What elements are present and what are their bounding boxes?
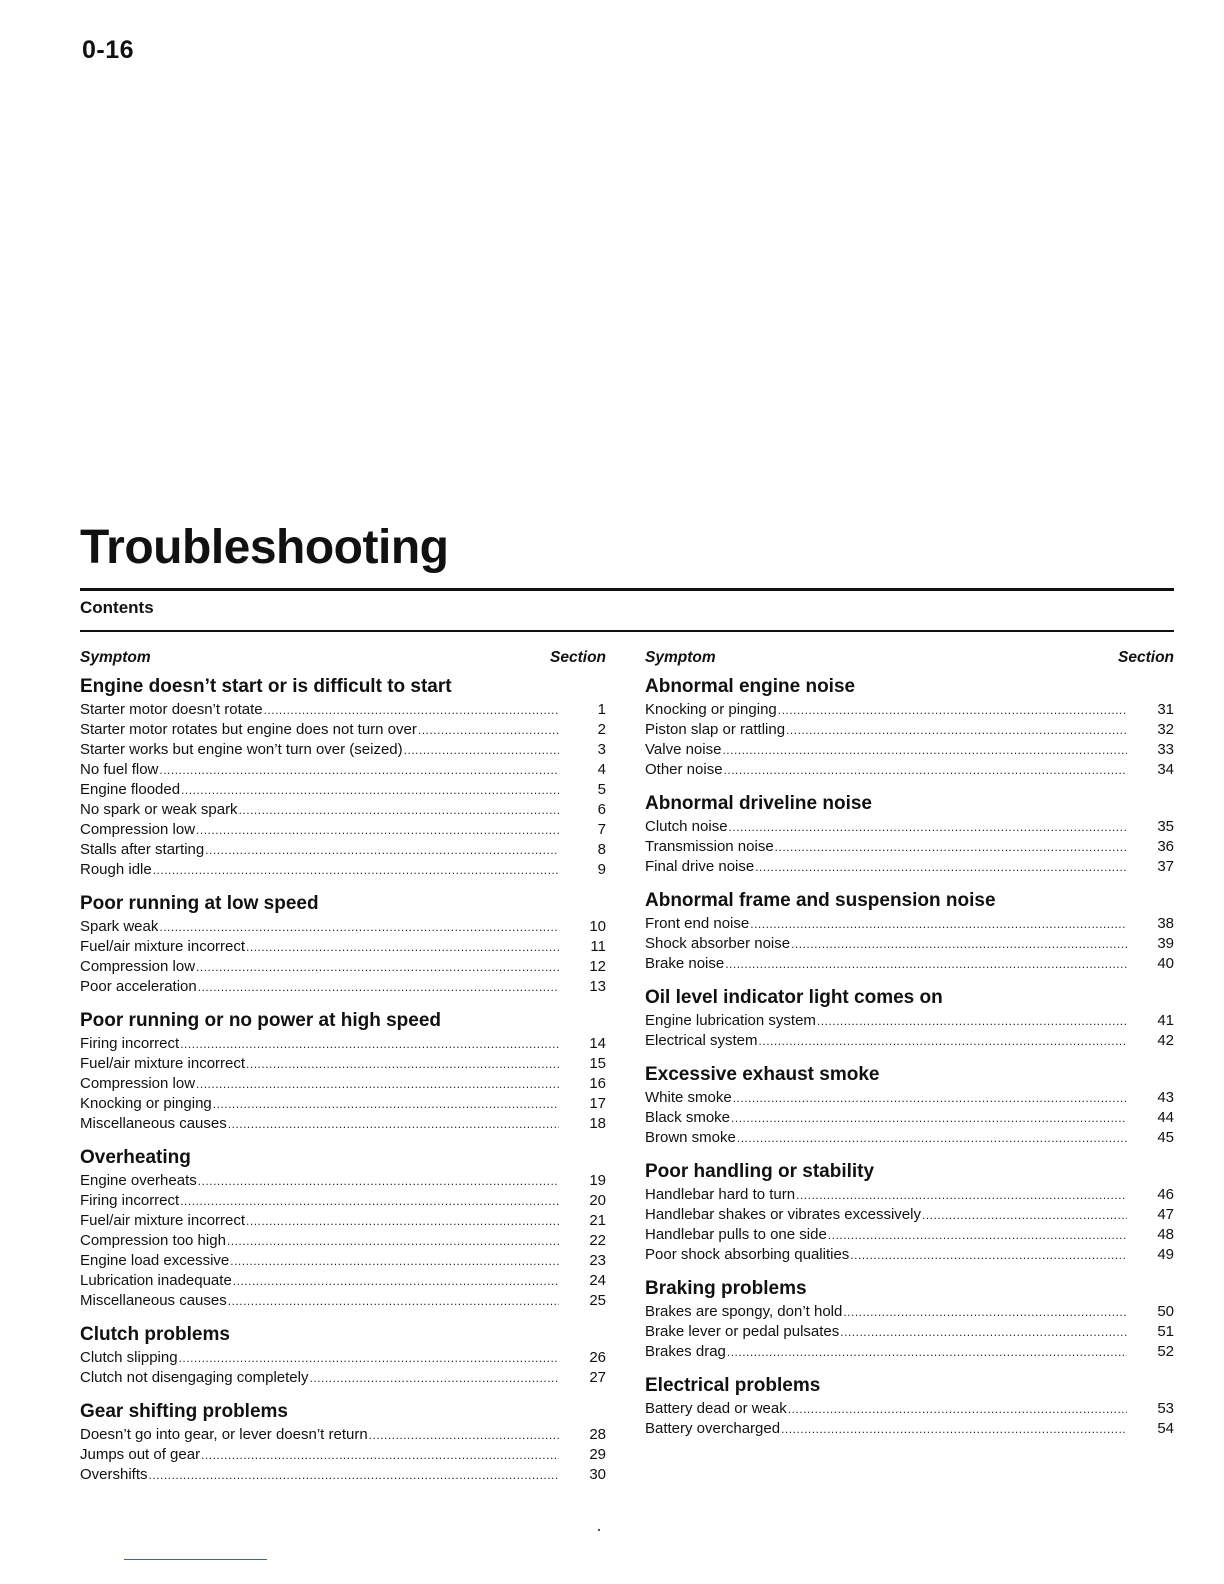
entry-label: Stalls after starting [80,841,205,858]
title-rule [80,588,1174,591]
dot-leader [786,720,1127,740]
dot-leader [196,820,559,840]
contents-entry[interactable] [645,740,1174,760]
entry-section-number: 30 [589,1466,606,1483]
entry-label: Fuel/air mixture incorrect [80,1055,246,1072]
dot-leader [201,1445,559,1465]
contents-entry[interactable] [645,760,1174,780]
entry-label: Doesn’t go into gear, or lever doesn’t return [80,1426,368,1443]
contents-entry[interactable] [80,937,606,957]
dot-leader [246,1211,559,1231]
dot-leader [759,1031,1127,1051]
dot-leader [233,1271,559,1291]
entry-section-number: 37 [1157,858,1174,875]
contents-entry[interactable] [80,740,606,760]
entry-section-number: 15 [589,1055,606,1072]
entry-section-number: 14 [589,1035,606,1052]
entry-section-number: 16 [589,1075,606,1092]
contents-entry[interactable] [645,914,1174,934]
entry-label: Starter motor doesn’t rotate [80,701,263,718]
symptom-group [645,888,1174,974]
contents-entry[interactable] [645,1342,1174,1362]
entry-label: Compression too high [80,1232,226,1249]
group-title: Excessive exhaust smoke [645,1064,880,1085]
symptom-group [80,891,606,997]
entry-section-number: 9 [597,861,606,878]
contents-entry[interactable] [645,1322,1174,1342]
symptom-group [645,791,1174,877]
contents-entry[interactable] [80,1211,606,1231]
entry-label: Battery overcharged [645,1420,781,1437]
contents-entry[interactable] [645,934,1174,954]
contents-label: Contents [80,598,154,617]
entry-label: Clutch slipping [80,1349,178,1366]
symptom-group [80,674,606,880]
entry-label: Brown smoke [645,1129,736,1146]
dot-leader [149,1465,559,1485]
dot-leader [418,720,559,740]
entry-section-number: 45 [1157,1129,1174,1146]
dot-leader [775,837,1127,857]
entry-section-number: 10 [589,918,606,935]
dot-leader [788,1399,1127,1419]
contents-entry[interactable] [80,720,606,740]
entry-label: Engine lubrication system [645,1012,816,1029]
entry-section-number: 22 [589,1232,606,1249]
contents-entry[interactable] [645,1011,1174,1031]
contents-entry[interactable] [645,857,1174,877]
entry-label: Battery dead or weak [645,1400,787,1417]
entry-section-number: 19 [589,1172,606,1189]
entry-label: Compression low [80,1075,196,1092]
entry-label: Transmission noise [645,838,774,855]
entry-section-number: 24 [589,1272,606,1289]
entry-section-number: 48 [1157,1226,1174,1243]
group-title: Abnormal frame and suspension noise [645,890,996,911]
group-title: Oil level indicator light comes on [645,987,943,1008]
dot-leader [850,1245,1127,1265]
group-title: Poor running or no power at high speed [80,1010,441,1031]
contents-entry[interactable] [80,840,606,860]
contents-entry[interactable] [645,954,1174,974]
group-title: Poor running at low speed [80,893,319,914]
contents-entry[interactable] [645,1399,1174,1419]
symptom-header: Symptom [80,649,151,666]
entry-section-number: 1 [597,701,606,718]
entry-section-number: 36 [1157,838,1174,855]
dot-leader [153,860,559,880]
dot-leader [796,1185,1127,1205]
symptom-group [645,1159,1174,1265]
left-column [80,646,606,1496]
entry-section-number: 50 [1157,1303,1174,1320]
contents-entry[interactable] [645,1419,1174,1439]
entry-section-number: 4 [597,761,606,778]
entry-section-number: 31 [1157,701,1174,718]
entry-section-number: 49 [1157,1246,1174,1263]
entry-label: Front end noise [645,915,750,932]
entry-label: Miscellaneous causes [80,1292,227,1309]
entry-label: Final drive noise [645,858,755,875]
print-speck [598,1529,600,1531]
dot-leader [246,1054,559,1074]
dot-leader [198,977,559,997]
dot-leader [180,1034,559,1054]
contents-entry[interactable] [80,780,606,800]
entry-section-number: 51 [1157,1323,1174,1340]
entry-section-number: 7 [597,821,606,838]
entry-label: Compression low [80,958,196,975]
dot-leader [729,817,1127,837]
contents-entry[interactable] [80,977,606,997]
entry-label: Clutch not disengaging completely [80,1369,309,1386]
entry-label: Poor shock absorbing qualities [645,1246,850,1263]
contents-entry[interactable] [645,700,1174,720]
entry-section-number: 53 [1157,1400,1174,1417]
symptom-group [80,1008,606,1134]
dot-leader [781,1419,1127,1439]
contents-entry[interactable] [80,1191,606,1211]
dot-leader [737,1128,1127,1148]
contents-entry[interactable] [80,1034,606,1054]
group-title: Overheating [80,1147,191,1168]
left-column-header [80,646,606,672]
dot-leader [227,1231,559,1251]
contents-entry[interactable] [80,1114,606,1134]
entry-section-number: 13 [589,978,606,995]
symptom-header: Symptom [645,649,716,666]
entry-section-number: 41 [1157,1012,1174,1029]
contents-entry[interactable] [80,1348,606,1368]
entry-section-number: 21 [589,1212,606,1229]
dot-leader [246,937,559,957]
entry-label: Engine flooded [80,781,181,798]
entry-label: Spark weak [80,918,159,935]
dot-leader [725,954,1127,974]
dot-leader [840,1322,1127,1342]
contents-entry[interactable] [80,820,606,840]
entry-section-number: 11 [590,938,606,955]
entry-label: Starter works but engine won’t turn over (seized) [80,741,403,758]
dot-leader [196,1074,559,1094]
entry-section-number: 3 [597,741,606,758]
contents-entry[interactable] [80,1171,606,1191]
symptom-group [645,1062,1174,1148]
contents-entry[interactable] [645,1302,1174,1322]
group-title: Clutch problems [80,1324,230,1345]
entry-section-number: 20 [589,1192,606,1209]
entry-section-number: 39 [1157,935,1174,952]
page-title: Troubleshooting [80,521,449,574]
contents-entry[interactable] [645,1205,1174,1225]
entry-label: Overshifts [80,1466,148,1483]
entry-section-number: 23 [589,1252,606,1269]
contents-entry[interactable] [80,1425,606,1445]
entry-label: Brakes drag [645,1343,726,1360]
dot-leader [922,1205,1127,1225]
dot-leader [196,957,559,977]
entry-section-number: 44 [1157,1109,1174,1126]
entry-section-number: 40 [1157,955,1174,972]
dot-leader [722,740,1127,760]
group-title: Abnormal engine noise [645,676,856,697]
contents-entry[interactable] [80,1291,606,1311]
contents-entry[interactable] [80,800,606,820]
right-column [645,646,1174,1450]
entry-label: Brake lever or pedal pulsates [645,1323,840,1340]
page-number: 0-16 [82,36,135,64]
entry-label: Jumps out of gear [80,1446,201,1463]
dot-leader [228,1114,559,1134]
entry-section-number: 17 [589,1095,606,1112]
entry-label: Firing incorrect [80,1035,180,1052]
entry-label: Firing incorrect [80,1192,180,1209]
group-title: Abnormal driveline noise [645,793,872,814]
dot-leader [181,780,559,800]
dot-leader [309,1368,559,1388]
contents-entry[interactable] [80,1465,606,1485]
entry-section-number: 25 [589,1292,606,1309]
entry-label: Starter motor rotates but engine does not turn over [80,721,417,738]
dot-leader [755,857,1127,877]
contents-entry[interactable] [645,1031,1174,1051]
dot-leader [828,1225,1127,1245]
contents-entry[interactable] [80,1368,606,1388]
contents-entry[interactable] [645,720,1174,740]
entry-label: Shock absorber noise [645,935,791,952]
contents-entry[interactable] [645,1245,1174,1265]
dot-leader [404,740,559,760]
entry-section-number: 47 [1157,1206,1174,1223]
entry-label: Rough idle [80,861,152,878]
left-groups [80,674,606,1485]
dot-leader [159,917,559,937]
contents-entry[interactable] [80,1074,606,1094]
entry-section-number: 8 [597,841,606,858]
right-column-header [645,646,1174,672]
dot-leader [843,1302,1127,1322]
dot-leader [791,934,1127,954]
group-title: Engine doesn’t start or is difficult to start [80,676,452,697]
entry-section-number: 35 [1157,818,1174,835]
entry-label: No fuel flow [80,761,159,778]
symptom-group [645,1276,1174,1362]
right-groups [645,674,1174,1439]
entry-label: Handlebar pulls to one side [645,1226,827,1243]
entry-section-number: 2 [597,721,606,738]
entry-section-number: 43 [1157,1089,1174,1106]
group-title: Braking problems [645,1278,807,1299]
entry-section-number: 28 [589,1426,606,1443]
entry-label: Knocking or pinging [80,1095,212,1112]
entry-label: Piston slap or rattling [645,721,786,738]
dot-leader [228,1291,559,1311]
dot-leader [733,1088,1127,1108]
contents-entry[interactable] [80,760,606,780]
entry-section-number: 27 [589,1369,606,1386]
dot-leader [778,700,1127,720]
entry-section-number: 54 [1157,1420,1174,1437]
dot-leader [727,1342,1127,1362]
entry-section-number: 38 [1157,915,1174,932]
contents-entry[interactable] [80,860,606,880]
dot-leader [180,1191,559,1211]
entry-label: No spark or weak spark [80,801,238,818]
footer-line [124,1559,267,1560]
entry-section-number: 32 [1157,721,1174,738]
dot-leader [198,1171,559,1191]
symptom-group [80,1145,606,1311]
contents-entry[interactable] [645,1108,1174,1128]
contents-entry[interactable] [80,1445,606,1465]
entry-label: Poor acceleration [80,978,197,995]
entry-label: Fuel/air mixture incorrect [80,938,246,955]
dot-leader [817,1011,1127,1031]
symptom-group [645,1373,1174,1439]
contents-entry[interactable] [80,917,606,937]
entry-label: White smoke [645,1089,732,1106]
symptom-group [645,985,1174,1051]
dot-leader [724,760,1127,780]
entry-label: Black smoke [645,1109,731,1126]
entry-label: Brake noise [645,955,725,972]
dot-leader [213,1094,559,1114]
section-header: Section [1118,649,1174,666]
entry-label: Valve noise [645,741,722,758]
entry-section-number: 46 [1157,1186,1174,1203]
entry-label: Clutch noise [645,818,728,835]
contents-rule [80,630,1174,632]
entry-section-number: 42 [1157,1032,1174,1049]
section-header: Section [550,649,606,666]
entry-label: Other noise [645,761,723,778]
entry-section-number: 52 [1157,1343,1174,1360]
group-title: Electrical problems [645,1375,821,1396]
symptom-group [80,1322,606,1388]
contents-entry[interactable] [80,700,606,720]
entry-section-number: 6 [597,801,606,818]
contents-entry[interactable] [645,837,1174,857]
entry-section-number: 34 [1157,761,1174,778]
entry-label: Handlebar shakes or vibrates excessively [645,1206,921,1223]
entry-section-number: 18 [589,1115,606,1132]
dot-leader [731,1108,1127,1128]
entry-label: Engine load excessive [80,1252,230,1269]
dot-leader [750,914,1127,934]
symptom-group [80,1399,606,1485]
dot-leader [230,1251,559,1271]
contents-entry[interactable] [80,957,606,977]
entry-section-number: 29 [589,1446,606,1463]
entry-label: Fuel/air mixture incorrect [80,1212,246,1229]
dot-leader [205,840,559,860]
entry-label: Brakes are spongy, don’t hold [645,1303,843,1320]
dot-leader [239,800,559,820]
entry-label: Engine overheats [80,1172,197,1189]
entry-label: Electrical system [645,1032,758,1049]
entry-section-number: 26 [589,1349,606,1366]
contents-entry[interactable] [645,1088,1174,1108]
group-title: Poor handling or stability [645,1161,875,1182]
contents-entry[interactable] [80,1054,606,1074]
dot-leader [159,760,559,780]
contents-entry[interactable] [645,817,1174,837]
contents-entry[interactable] [80,1251,606,1271]
entry-section-number: 12 [589,958,606,975]
entry-section-number: 33 [1157,741,1174,758]
contents-entry[interactable] [80,1271,606,1291]
dot-leader [179,1348,559,1368]
contents-entry[interactable] [645,1225,1174,1245]
contents-entry[interactable] [645,1128,1174,1148]
symptom-group [645,674,1174,780]
entry-label: Handlebar hard to turn [645,1186,796,1203]
group-title: Gear shifting problems [80,1401,288,1422]
entry-label: Compression low [80,821,196,838]
dot-leader [264,700,559,720]
contents-entry[interactable] [645,1185,1174,1205]
contents-entry[interactable] [80,1231,606,1251]
entry-label: Knocking or pinging [645,701,777,718]
contents-entry[interactable] [80,1094,606,1114]
dot-leader [369,1425,559,1445]
entry-label: Miscellaneous causes [80,1115,227,1132]
entry-section-number: 5 [597,781,606,798]
entry-label: Lubrication inadequate [80,1272,232,1289]
